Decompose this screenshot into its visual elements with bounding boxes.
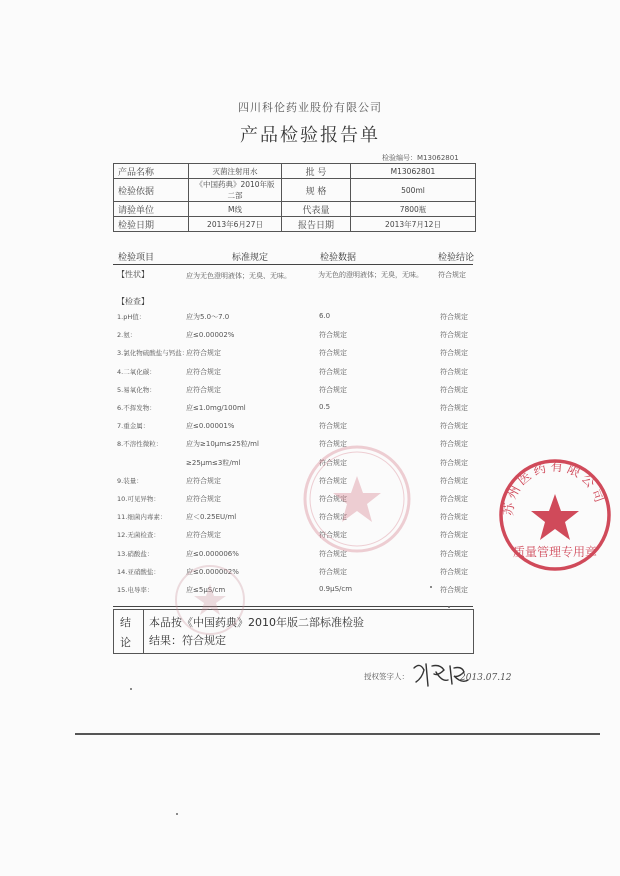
product-info-table (113, 163, 476, 232)
row-item-name: 15.电导率： (117, 586, 154, 594)
row-data: 符合规定 (319, 386, 347, 394)
row-verdict: 符合规定 (440, 386, 468, 394)
faint-partial-stamp (170, 560, 250, 640)
character-standard: 应为无色澄明液体；无臭、无味。 (186, 272, 291, 280)
column-header-standard: 标准规定 (232, 253, 269, 263)
info-label-2: 批 号 (282, 164, 351, 179)
row-standard: 应为5.0～7.0 (186, 313, 230, 321)
report-number-label: 检验编号： (382, 154, 417, 162)
row-standard: 应符合规定 (186, 349, 221, 357)
row-verdict: 符合规定 (440, 459, 468, 467)
row-data: 0.9μS/cm (319, 585, 353, 593)
info-label-2: 规 格 (282, 179, 351, 202)
row-item-name: 10.可见异物： (117, 495, 160, 503)
character-data: 为无色的澄明液体；无臭，无味。 (318, 271, 423, 279)
scan-speck (176, 813, 178, 815)
info-value-2: M13062801 (351, 164, 476, 179)
scan-speck (130, 688, 132, 690)
row-standard: ≥25μm≤3粒/ml (186, 459, 241, 467)
row-item-name: 13.硝酸盐： (117, 550, 154, 558)
row-verdict: 符合规定 (440, 313, 468, 321)
conclusion-result: 结果：符合规定 (149, 634, 226, 647)
info-label: 检验日期 (114, 217, 189, 232)
row-data: 符合规定 (319, 531, 347, 539)
quality-seal-stamp (496, 456, 614, 574)
column-header-verdict: 检验结论 (438, 253, 475, 263)
info-value: 灭菌注射用水 (189, 164, 282, 179)
info-value: M线 (189, 202, 282, 217)
row-standard: 应≤0.000002% (186, 568, 239, 576)
signature-label: 授权签字人： (364, 672, 409, 681)
row-standard: 应符合规定 (186, 477, 221, 485)
info-row (114, 217, 476, 232)
info-row (114, 179, 476, 202)
info-label: 产品名称 (114, 164, 189, 179)
info-value-2: 500ml (351, 179, 476, 202)
row-data: 符合规定 (319, 513, 347, 521)
faint-seal-stamp (298, 440, 416, 558)
row-standard: 应符合规定 (186, 495, 221, 503)
row-data: 符合规定 (319, 422, 347, 430)
conclusion-label-1: 结 (120, 616, 131, 629)
signature-date: 2013.07.12 (460, 673, 512, 683)
conclusion-separator (143, 609, 144, 654)
info-value: 《中国药典》2010年版二部 (189, 179, 282, 202)
row-item-name: 2.氨： (117, 331, 137, 339)
row-item-name: 3.氯化物硫酸盐与钙盐： (117, 349, 189, 357)
row-verdict: 符合规定 (440, 422, 468, 430)
row-standard: 应为≥10μm≤25粒/ml (186, 440, 259, 448)
table-bottom-rule (113, 606, 473, 607)
row-item-name: 12.无菌检查： (117, 531, 160, 539)
row-data: 符合规定 (319, 550, 347, 558)
row-standard: 应符合规定 (186, 386, 221, 394)
row-verdict: 符合规定 (440, 568, 468, 576)
row-verdict: 符合规定 (440, 513, 468, 521)
character-label: 【性状】 (117, 270, 149, 279)
row-data: 符合规定 (319, 568, 347, 576)
row-data: 0.5 (319, 403, 331, 411)
row-data: 符合规定 (319, 331, 347, 339)
page-bottom-rule (75, 733, 600, 735)
report-number (382, 153, 459, 163)
row-standard: 应≤0.00001% (186, 422, 235, 430)
row-item-name: 4.二氧化碳： (117, 368, 156, 376)
scan-speck (430, 586, 432, 588)
row-item-name: 8.不溶性微粒： (117, 440, 163, 448)
report-number-value: M13062801 (417, 154, 459, 162)
row-data: 符合规定 (319, 349, 347, 357)
info-label: 检验依据 (114, 179, 189, 202)
info-value-2: 2013年7月12日 (351, 217, 476, 232)
row-standard: 应＜0.25EU/ml (186, 513, 237, 521)
row-data: 符合规定 (319, 368, 347, 376)
row-verdict: 符合规定 (440, 368, 468, 376)
row-verdict: 符合规定 (440, 550, 468, 558)
row-item-name: 1.pH值： (117, 313, 146, 321)
info-label: 请验单位 (114, 202, 189, 217)
row-verdict: 符合规定 (440, 531, 468, 539)
info-row (114, 202, 476, 217)
checks-label: 【检查】 (117, 297, 149, 306)
conclusion-text: 本品按《中国药典》2010年版二部标准检验 (149, 616, 364, 629)
row-data: 符合规定 (319, 495, 347, 503)
row-item-name: 7.重金属： (117, 422, 150, 430)
conclusion-label-2: 论 (120, 636, 131, 649)
row-data: 符合规定 (319, 477, 347, 485)
row-item-name: 6.不挥发物： (117, 404, 156, 412)
svg-text:苏州医药有限公司: 苏州医药有限公司 (501, 459, 608, 517)
column-header-item: 检验项目 (118, 253, 155, 263)
company-name: 四川科伦药业股份有限公司 (238, 101, 382, 114)
row-standard: 应≤0.00002% (186, 331, 235, 339)
row-item-name: 5.易氧化物： (117, 386, 156, 394)
scan-speck (448, 606, 450, 608)
row-data: 6.0 (319, 312, 331, 320)
row-item-name: 11.细菌内毒素： (117, 513, 167, 521)
character-verdict: 符合规定 (438, 271, 466, 279)
header-divider (113, 264, 473, 265)
row-standard: 应符合规定 (186, 531, 221, 539)
row-data: 符合规定 (319, 459, 347, 467)
row-standard: 应≤0.000006% (186, 550, 239, 558)
row-item-name: 14.亚硝酸盐： (117, 568, 160, 576)
column-header-data: 检验数据 (320, 253, 357, 263)
row-standard: 应符合规定 (186, 368, 221, 376)
row-verdict: 符合规定 (440, 495, 468, 503)
info-value-2: 7800瓶 (351, 202, 476, 217)
seal-text: 质量管理专用章 (512, 545, 598, 559)
row-verdict: 符合规定 (440, 477, 468, 485)
row-verdict: 符合规定 (440, 440, 468, 448)
row-standard: 应≤1.0mg/100ml (186, 404, 246, 412)
row-standard: 应≤5μS/cm (186, 586, 226, 594)
row-verdict: 符合规定 (440, 404, 468, 412)
row-verdict: 符合规定 (440, 349, 468, 357)
info-label-2: 代表量 (282, 202, 351, 217)
row-verdict: 符合规定 (440, 331, 468, 339)
row-data: 符合规定 (319, 440, 347, 448)
row-verdict: 符合规定 (440, 586, 468, 594)
row-item-name: 9.装量： (117, 477, 143, 485)
info-label-2: 报告日期 (282, 217, 351, 232)
page-title: 产品检验报告单 (240, 125, 380, 146)
info-value: 2013年6月27日 (189, 217, 282, 232)
info-row (114, 164, 476, 179)
